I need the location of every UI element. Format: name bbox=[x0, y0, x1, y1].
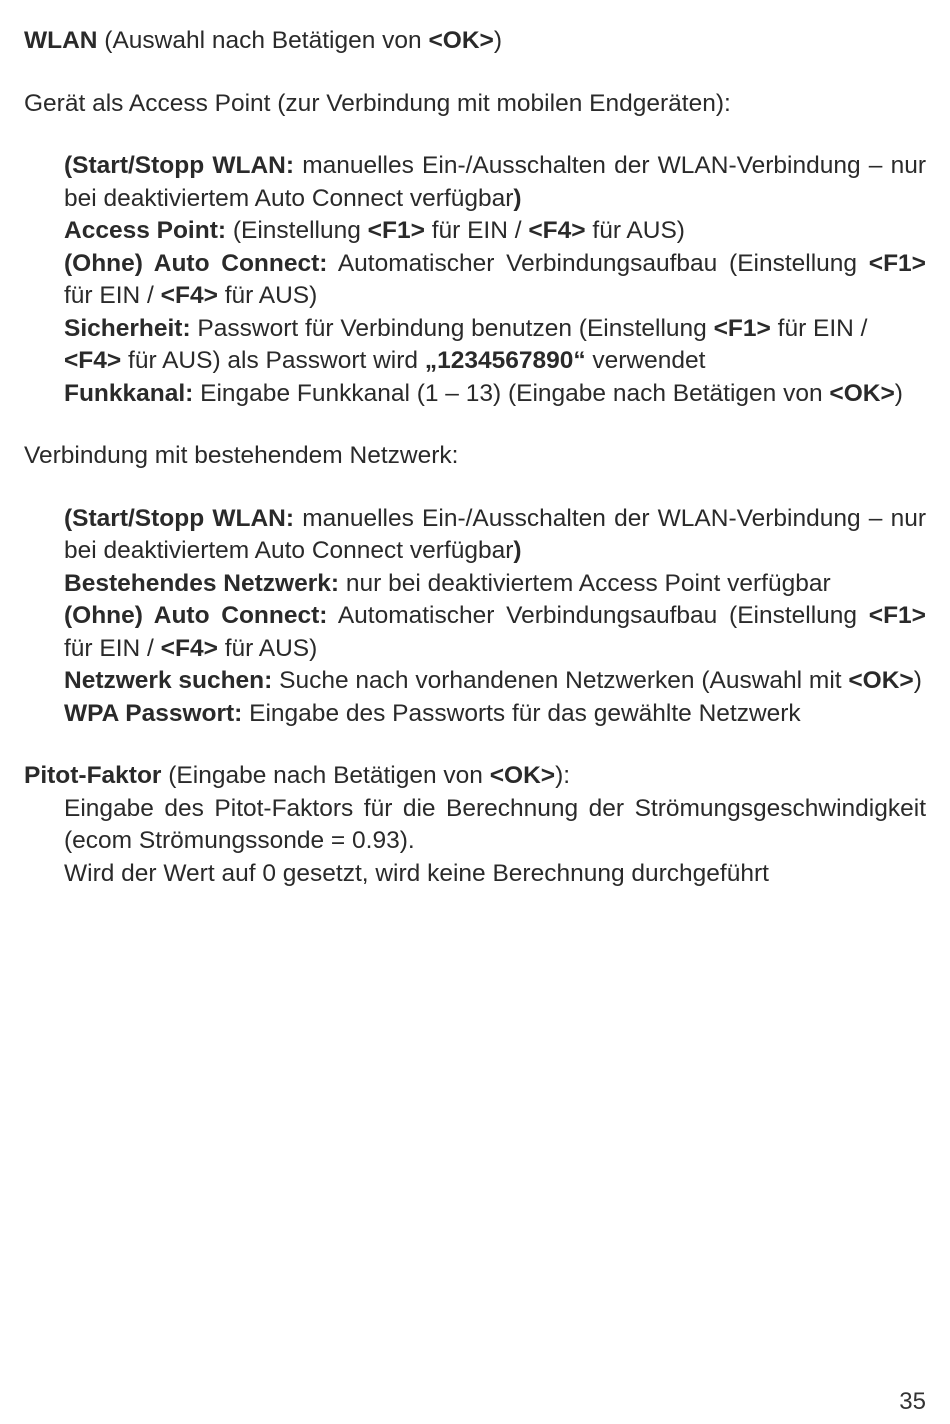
item-text: Passwort für Verbindung benutzen (Einstellung bbox=[190, 314, 714, 342]
item-label: (Ohne) Auto Connect: bbox=[64, 249, 328, 277]
item-text: (Einstellung bbox=[226, 217, 368, 244]
item-text: ) bbox=[894, 379, 903, 407]
net-item-start-stopp bbox=[64, 503, 926, 568]
f1-key: <F1> bbox=[868, 602, 926, 629]
item-label: Funkkanal: bbox=[64, 379, 194, 407]
item-close: ) bbox=[513, 184, 522, 212]
item-label: (Start/Stopp WLAN: bbox=[64, 152, 295, 179]
net-item-bestehendes-netzwerk bbox=[64, 568, 926, 601]
pitot-line bbox=[24, 760, 926, 793]
item-text: Eingabe Funkkanal (1 – 13) (Eingabe nach Betätigen von bbox=[193, 379, 830, 407]
f4-key: <F4> bbox=[160, 282, 218, 309]
section-ap-items bbox=[24, 150, 926, 410]
f4-key: <F4> bbox=[528, 217, 586, 244]
section-net-heading: Verbindung mit bestehendem Netzwerk: bbox=[24, 442, 459, 469]
item-text: ) bbox=[913, 667, 922, 694]
wlan-label: WLAN bbox=[24, 27, 98, 54]
f4-key: <F4> bbox=[160, 634, 218, 662]
ap-item-access-point bbox=[64, 215, 926, 248]
pitot-label: Pitot-Faktor bbox=[24, 762, 162, 789]
item-text: für AUS) bbox=[585, 217, 685, 244]
f1-key: <F1> bbox=[367, 217, 425, 244]
ap-item-auto-connect bbox=[64, 248, 926, 313]
item-text: verwendet bbox=[585, 347, 706, 374]
wlan-text: (Auswahl nach Betätigen von bbox=[97, 27, 429, 54]
item-label: Access Point: bbox=[64, 217, 227, 244]
net-item-wpa-passwort bbox=[64, 698, 926, 731]
f1-key: <F1> bbox=[713, 314, 771, 342]
wlan-ok-key: <OK> bbox=[428, 27, 494, 54]
net-item-netzwerk-suchen bbox=[64, 665, 926, 698]
item-close: ) bbox=[513, 537, 522, 564]
item-text: für AUS) als Passwort wird bbox=[121, 347, 425, 374]
pitot-desc-line2: Wird der Wert auf 0 gesetzt, wird keine Berechnung durchgeführt bbox=[64, 859, 769, 887]
net-item-auto-connect bbox=[64, 600, 926, 665]
item-label: (Ohne) Auto Connect: bbox=[64, 602, 328, 629]
pitot-text: (Eingabe nach Betätigen von bbox=[161, 762, 490, 789]
ap-item-funkkanal bbox=[64, 378, 926, 411]
item-text: für EIN / bbox=[64, 634, 161, 662]
manual-page bbox=[24, 25, 926, 890]
item-label: Netzwerk suchen: bbox=[64, 667, 273, 694]
ok-key: <OK> bbox=[848, 667, 914, 694]
ap-item-sicherheit bbox=[64, 313, 926, 378]
wlan-line bbox=[24, 25, 926, 58]
item-text: manuelles Ein-/Ausschalten der WLAN-Verbindung – nur bei deaktiviertem Auto Connect verfügbar bbox=[64, 504, 927, 564]
item-text: für AUS) bbox=[217, 634, 318, 662]
item-text: nur bei deaktiviertem Access Point verfügbar bbox=[339, 569, 831, 597]
password-value: „1234567890“ bbox=[424, 347, 586, 374]
pitot-text-end: ): bbox=[555, 762, 571, 789]
f4-key: <F4> bbox=[64, 347, 122, 374]
item-label: WPA Passwort: bbox=[64, 699, 243, 727]
item-label: (Start/Stopp WLAN: bbox=[64, 504, 295, 532]
item-text: für EIN / bbox=[770, 314, 868, 342]
item-text: für AUS) bbox=[217, 282, 318, 309]
item-text: für EIN / bbox=[64, 282, 161, 309]
section-net-items bbox=[24, 503, 926, 731]
item-text: Automatischer Verbindungsaufbau (Einstellung bbox=[327, 249, 869, 277]
item-label: Sicherheit: bbox=[64, 314, 191, 342]
pitot-desc-line1: Eingabe des Pitot-Faktors für die Berechnung der Strömungsgeschwindigkeit (ecom Strömungssonde = 0.93). bbox=[64, 794, 926, 854]
f1-key: <F1> bbox=[868, 249, 926, 277]
item-text: für EIN / bbox=[424, 217, 529, 244]
page-number: 35 bbox=[899, 1388, 926, 1415]
ok-key: <OK> bbox=[829, 379, 895, 407]
pitot-description bbox=[24, 793, 926, 891]
wlan-text-end: ) bbox=[493, 27, 502, 54]
item-text: Eingabe des Passworts für das gewählte Netzwerk bbox=[242, 699, 801, 727]
ok-key: <OK> bbox=[489, 762, 556, 789]
section-ap-heading: Gerät als Access Point (zur Verbindung mit mobilen Endgeräten): bbox=[24, 89, 731, 117]
item-text: Automatischer Verbindungsaufbau (Einstellung bbox=[327, 602, 869, 629]
item-text: manuelles Ein-/Ausschalten der WLAN-Verbindung – nur bei deaktiviertem Auto Connect verfügbar bbox=[64, 152, 927, 212]
ap-item-start-stopp bbox=[64, 150, 926, 215]
item-label: Bestehendes Netzwerk: bbox=[64, 569, 340, 597]
item-text: Suche nach vorhandenen Netzwerken (Auswahl mit bbox=[272, 667, 849, 694]
